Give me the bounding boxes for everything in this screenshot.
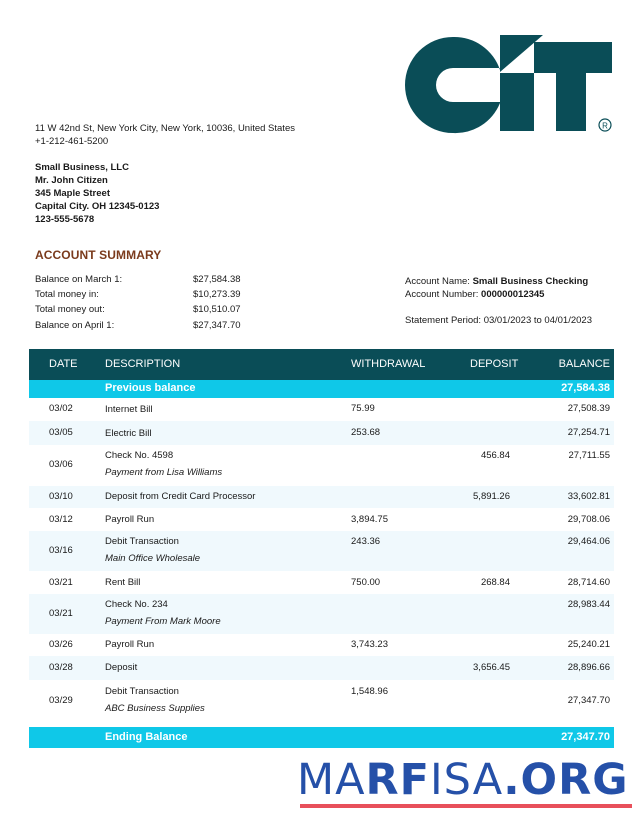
- summary-value: $27,584.38: [193, 274, 241, 285]
- table-row: [29, 421, 614, 445]
- logo-c-shape: [405, 37, 500, 133]
- row-subdescription: Main Office Wholesale: [105, 553, 201, 564]
- table-row: [29, 634, 614, 656]
- row-withdrawal: 253.68: [351, 427, 381, 438]
- account-number-line: [405, 288, 544, 302]
- table-row: [29, 594, 614, 634]
- row-balance: 27,711.55: [568, 450, 610, 461]
- marfisa-watermark: [297, 755, 633, 808]
- row-balance: 27,347.70: [567, 695, 610, 706]
- account-name-line: [405, 275, 588, 289]
- summary-row: [35, 302, 255, 317]
- bank-contact: [35, 122, 295, 148]
- customer-city: Capital City. OH 12345-0123: [35, 201, 160, 212]
- account-name-label: Account Name:: [405, 276, 470, 287]
- summary-row: [35, 272, 255, 287]
- summary-value: $27,347.70: [193, 320, 241, 331]
- summary-row: [35, 287, 255, 302]
- watermark-text: [297, 755, 633, 805]
- logo-t-bar: [534, 42, 612, 73]
- row-balance: 33,602.81: [567, 491, 610, 502]
- summary-label: Balance on March 1:: [35, 274, 123, 285]
- cit-logo: [400, 30, 620, 140]
- row-deposit: 456.84: [480, 450, 510, 461]
- row-withdrawal: 3,743.23: [351, 639, 388, 650]
- row-description: Check No. 234: [105, 599, 168, 610]
- bank-phone: +1-212-461-5200: [35, 136, 109, 147]
- row-description: Payroll Run: [105, 639, 155, 650]
- row-deposit: 268.84: [480, 577, 510, 588]
- row-balance: 27,254.71: [567, 427, 610, 438]
- header-description: DESCRIPTION: [105, 358, 181, 370]
- row-description: Check No. 4598: [105, 450, 174, 461]
- row-balance: 29,464.06: [567, 536, 610, 547]
- table-header: [29, 349, 614, 380]
- ending-balance-value: 27,347.70: [561, 731, 610, 743]
- row-date: 03/02: [49, 403, 73, 414]
- row-subdescription: ABC Business Supplies: [105, 703, 205, 714]
- customer-address-block: [35, 161, 159, 226]
- header-date: DATE: [49, 358, 78, 370]
- watermark-part: MA: [297, 755, 366, 805]
- row-date: 03/06: [49, 459, 73, 470]
- row-date: 03/26: [49, 639, 73, 650]
- row-description: Internet Bill: [105, 404, 153, 415]
- account-number-label: Account Number:: [405, 289, 479, 300]
- ending-balance-label: Ending Balance: [105, 731, 188, 743]
- summary-label: Balance on April 1:: [35, 320, 115, 331]
- row-description: Electric Bill: [105, 428, 152, 439]
- summary-label: Total money out:: [35, 304, 105, 315]
- bank-address: 11 W 42nd St, New York City, New York, 10036, United States: [35, 123, 295, 134]
- row-date: 03/05: [49, 427, 73, 438]
- row-date: 03/16: [49, 545, 73, 556]
- summary-value: $10,273.39: [193, 289, 241, 300]
- customer-name: Mr. John Citizen: [35, 175, 108, 186]
- row-description: Debit Transaction: [105, 686, 179, 697]
- customer-company: Small Business, LLC: [35, 162, 129, 173]
- account-number: 000000012345: [481, 289, 545, 300]
- row-description: Deposit from Credit Card Processor: [105, 491, 256, 502]
- row-subdescription: Payment From Mark Moore: [105, 616, 221, 627]
- row-deposit: 3,656.45: [473, 662, 510, 673]
- table-row: [29, 531, 614, 571]
- previous-balance-value: 27,584.38: [561, 382, 610, 394]
- row-description: Rent Bill: [105, 577, 141, 588]
- row-balance: 27,508.39: [567, 403, 610, 414]
- row-description: Payroll Run: [105, 514, 155, 525]
- table-row: [29, 508, 614, 531]
- transactions-table: [29, 349, 614, 748]
- watermark-part: .ORG: [503, 755, 629, 805]
- row-balance: 28,983.44: [567, 599, 610, 610]
- row-subdescription: Payment from Lisa Williams: [105, 467, 223, 478]
- account-summary-title: ACCOUNT SUMMARY: [35, 248, 162, 262]
- statement-period-line: [405, 314, 592, 328]
- row-date: 03/21: [49, 577, 73, 588]
- customer-phone: 123-555-5678: [35, 214, 95, 225]
- table-row: [29, 445, 614, 486]
- row-description: Debit Transaction: [105, 536, 179, 547]
- header-balance: BALANCE: [558, 358, 610, 370]
- row-date: 03/10: [49, 491, 73, 502]
- row-balance: 28,896.66: [567, 662, 610, 673]
- account-name: Small Business Checking: [472, 276, 589, 287]
- statement-period: 03/01/2023 to 04/01/2023: [483, 315, 592, 326]
- watermark-part: RF: [365, 755, 430, 805]
- row-date: 03/21: [49, 608, 73, 619]
- statement-period-label: Statement Period:: [405, 315, 482, 326]
- logo-t-stem: [556, 73, 586, 131]
- table-row: [29, 680, 614, 722]
- row-deposit: 5,891.26: [473, 491, 510, 502]
- svg-text:R: R: [602, 121, 608, 131]
- row-withdrawal: 750.00: [351, 577, 381, 588]
- row-date: 03/28: [49, 662, 73, 673]
- row-withdrawal: 243.36: [351, 536, 381, 547]
- summary-value: $10,510.07: [193, 304, 241, 315]
- row-balance: 28,714.60: [567, 577, 610, 588]
- row-withdrawal: 3,894.75: [351, 514, 388, 525]
- header-deposit: DEPOSIT: [470, 358, 519, 370]
- customer-street: 345 Maple Street: [35, 188, 110, 199]
- table-row: [29, 486, 614, 508]
- header-withdrawal: WITHDRAWAL: [351, 358, 426, 370]
- row-description: Deposit: [105, 662, 138, 673]
- row-withdrawal: 75.99: [351, 403, 375, 414]
- previous-balance-row: [29, 380, 614, 398]
- row-balance: 25,240.21: [567, 639, 610, 650]
- summary-row: [35, 318, 255, 333]
- table-row: [29, 398, 614, 421]
- row-date: 03/29: [49, 695, 73, 706]
- previous-balance-label: Previous balance: [105, 382, 196, 394]
- row-withdrawal: 1,548.96: [351, 686, 388, 697]
- table-row: [29, 656, 614, 680]
- ending-balance-row: [29, 727, 614, 748]
- watermark-part: ISA: [430, 755, 504, 805]
- summary-label: Total money in:: [35, 289, 99, 300]
- row-date: 03/12: [49, 514, 73, 525]
- table-row: [29, 571, 614, 594]
- row-balance: 29,708.06: [567, 514, 610, 525]
- logo-i-stem: [500, 73, 534, 131]
